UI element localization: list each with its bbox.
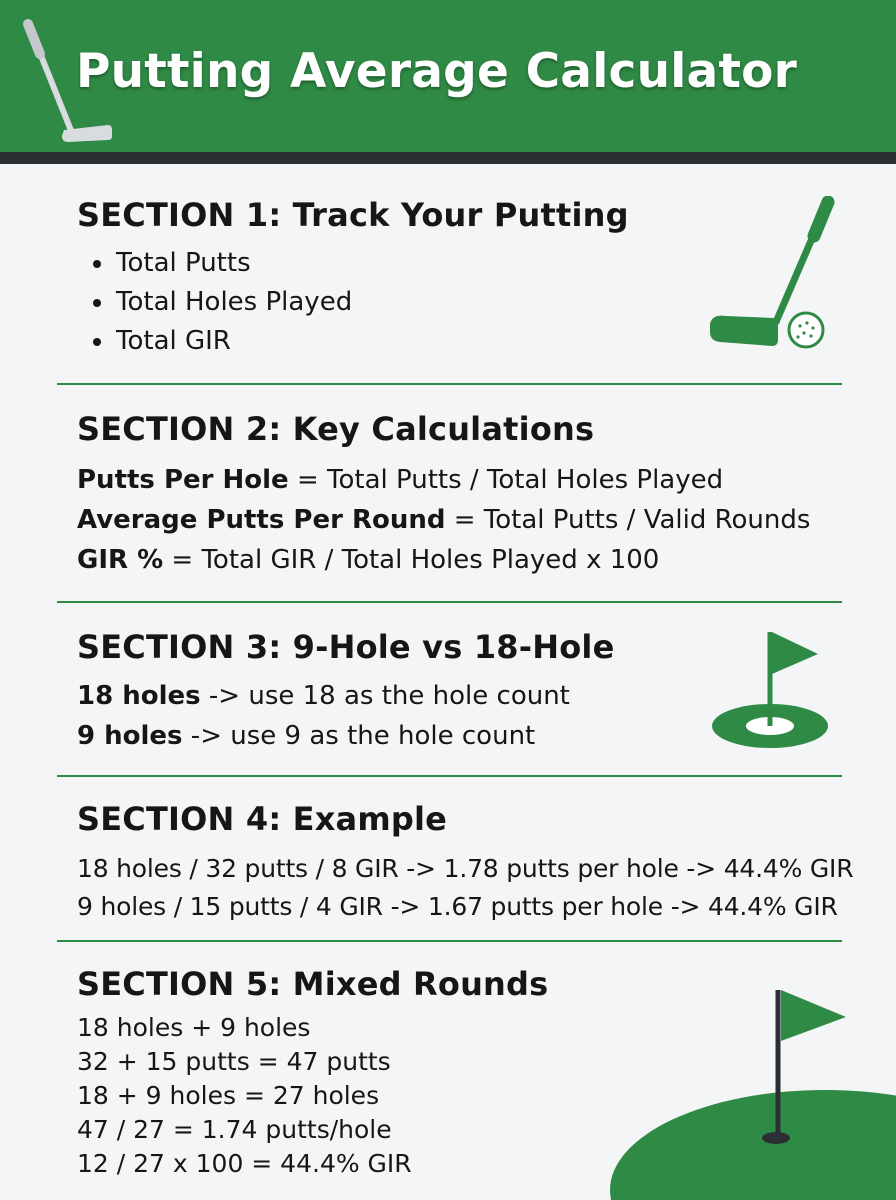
section-title: SECTION 2: Key Calculations	[77, 410, 595, 448]
flag-in-hole-icon	[706, 626, 846, 751]
example-line: 9 holes / 15 putts / 4 GIR -> 1.67 putts per hole -> 44.4% GIR	[77, 892, 838, 921]
formula-term: Putts Per Hole	[77, 465, 289, 495]
section-title: SECTION 4: Example	[77, 800, 448, 838]
formula-row	[77, 540, 857, 580]
formula-term: Average Putts Per Round	[77, 505, 446, 535]
calc-line: 18 + 9 holes = 27 holes	[77, 1081, 380, 1110]
formula-row	[77, 460, 857, 500]
section-divider	[57, 383, 842, 385]
putter-and-ball-icon	[700, 196, 840, 356]
header-banner	[0, 0, 896, 164]
section-title: SECTION 3: 9-Hole vs 18-Hole	[77, 628, 615, 666]
section-title: SECTION 5: Mixed Rounds	[77, 965, 549, 1003]
section-divider	[57, 775, 842, 777]
calc-line: 18 holes + 9 holes	[77, 1013, 311, 1042]
section-divider	[57, 601, 842, 603]
formula-expression: = Total Putts / Valid Rounds	[445, 505, 811, 535]
rule-term: 18 holes	[77, 681, 201, 711]
section-divider	[57, 940, 842, 942]
section-title: SECTION 1: Track Your Putting	[77, 196, 629, 234]
formula-expression: = Total GIR / Total Holes Played x 100	[163, 545, 660, 575]
calc-line: 32 + 15 putts = 47 putts	[77, 1047, 391, 1076]
flag-on-green-icon	[610, 985, 896, 1200]
calc-line: 47 / 27 = 1.74 putts/hole	[77, 1115, 392, 1144]
formula-term: GIR %	[77, 545, 164, 575]
list-item: Total GIR	[91, 322, 857, 361]
formula-expression: = Total Putts / Total Holes Played	[288, 465, 724, 495]
rule-text: -> use 18 as the hole count	[200, 681, 570, 711]
example-line: 18 holes / 32 putts / 8 GIR -> 1.78 putts per hole -> 44.4% GIR	[77, 854, 854, 883]
rule-text: -> use 9 as the hole count	[182, 721, 536, 751]
example-lines	[77, 850, 857, 926]
calc-line: 12 / 27 x 100 = 44.4% GIR	[77, 1149, 412, 1178]
list-item: Total Putts	[91, 244, 857, 283]
formula-row	[77, 500, 857, 540]
formula-list	[77, 460, 857, 580]
page-title: Putting Average Calculator	[76, 44, 798, 99]
section-example	[77, 800, 857, 926]
rule-term: 9 holes	[77, 721, 183, 751]
section-key-calculations	[77, 410, 857, 580]
list-item: Total Holes Played	[91, 283, 857, 322]
